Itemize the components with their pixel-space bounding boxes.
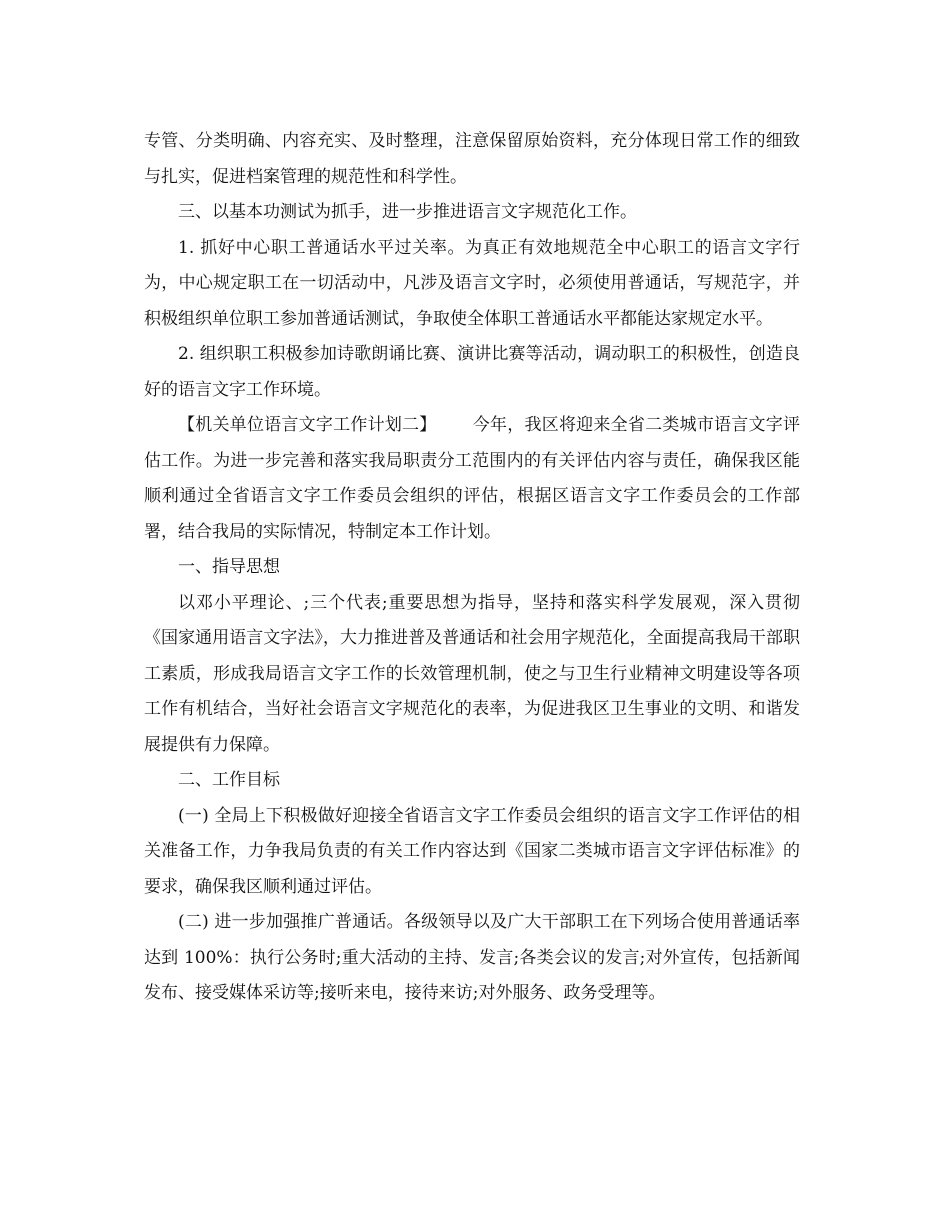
section-heading-three: 三、以基本功测试为抓手，进一步推进语言文字规范化工作。	[178, 202, 637, 222]
paragraph-mandarin-pass-rate: 1. 抓好中心职工普通话水平过关率。为真正有效地规范全中心职工的语言文字行为，中心规定职工在一切活动中，凡涉及语言文字时，必须使用普通话，写规范字，并积极组织单位职工参加普通话测试，争取使全体职工普通话水平都能达家规定水平。	[144, 237, 800, 329]
plan-two-intro-text: 今年，我区将迎来全省二类城市语言文字评估工作。为进一步完善和落实我局职责分工范围内的有关评估内容与责任，确保我区能顺利通过全省语言文字工作委员会组织的评估，根据区语言文字工作委员会的工作部署，结合我局的实际情况，特制定本工作计划。	[144, 415, 801, 542]
section-heading-guiding-ideology: 一、指导思想	[178, 557, 280, 577]
paragraph-guiding-ideology: 以邓小平理论、;三个代表;重要思想为指导，坚持和落实科学发展观，深入贯彻《国家通用语言文字法》，大力推进普及普通话和社会用字规范化，全面提高我局干部职工素质，形成我局语言文字工作的长效管理机制，使之与卫生行业精神文明建设等各项工作有机结合，当好社会语言文字规范化的表率，为促进我区卫生事业的文明、和谐发展提供有力保障。	[144, 592, 800, 755]
document-body	[144, 124, 800, 1012]
plan-two-heading: 【机关单位语言文字工作计划二】	[178, 415, 437, 435]
paragraph-plan-two-intro	[144, 408, 800, 550]
paragraph-goal-one: (一) 全局上下积极做好迎接全省语言文字工作委员会组织的语言文字工作评估的相关准备工作，力争我局负责的有关工作内容达到《国家二类城市语言文字评估标准》的要求，确保我区顺利通过评估。	[144, 805, 800, 897]
paragraph-goal-two: (二) 进一步加强推广普通话。各级领导以及广大干部职工在下列场合使用普通话率达到 100%：执行公务时;重大活动的主持、发言;各类会议的发言;对外宣传，包括新闻发布、接受媒体采访等;接听来电，接待来访;对外服务、政务受理等。	[144, 912, 800, 1003]
paragraph-archive-management: 专管、分类明确、内容充实、及时整理，注意保留原始资料，充分体现日常工作的细致与扎实，促进档案管理的规范性和科学性。	[144, 131, 800, 187]
paragraph-recitation-contest: 2. 组织职工积极参加诗歌朗诵比赛、演讲比赛等活动，调动职工的积极性，创造良好的语言文字工作环境。	[144, 344, 800, 400]
section-heading-work-goals: 二、工作目标	[178, 770, 280, 790]
